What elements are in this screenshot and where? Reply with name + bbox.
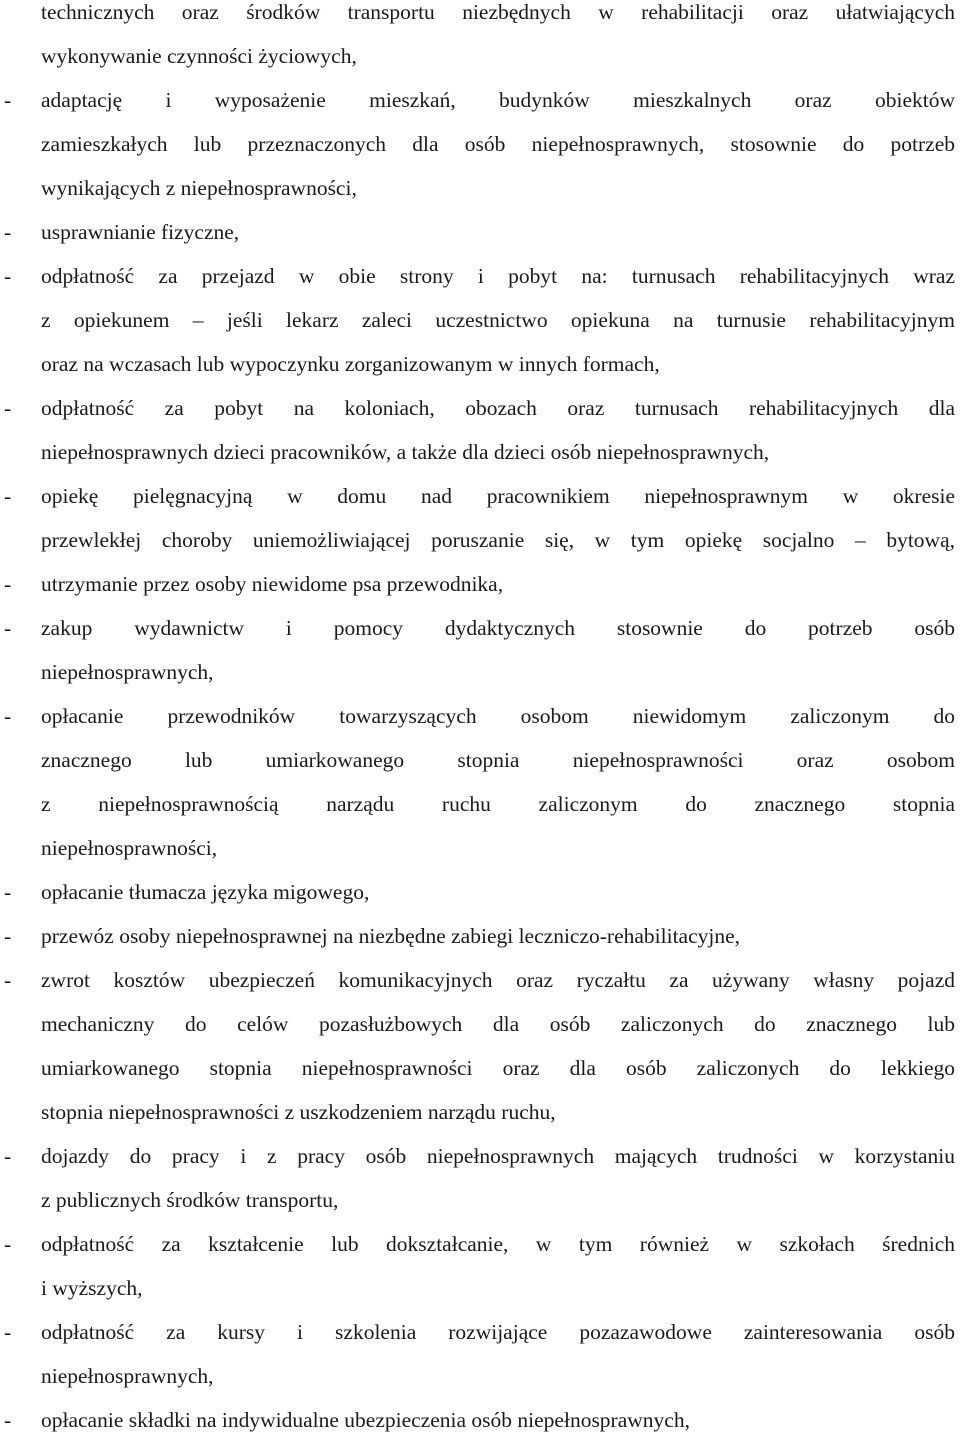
line-text: opłacanie składki na indywidualne ubezpieczenia osób niepełnosprawnych, (41, 1408, 690, 1432)
text-line (0, 342, 960, 386)
line-text: przewlekłej choroby uniemożliwiającej poruszanie się, w tym opiekę socjalno – bytową, (41, 528, 955, 552)
line-text: dojazdy do pracy i z pracy osób niepełnosprawnych mających trudności w korzystaniu (41, 1144, 955, 1168)
text-line (0, 958, 960, 1002)
text-line (0, 34, 960, 78)
list-bullet: - (4, 264, 12, 288)
text-line (0, 0, 960, 34)
list-bullet: - (4, 924, 12, 948)
line-text: adaptację i wyposażenie mieszkań, budynków mieszkalnych oraz obiektów (41, 88, 955, 112)
line-text: i wyższych, (41, 1276, 143, 1300)
line-text: przewóz osoby niepełnosprawnej na niezbędne zabiegi leczniczo-rehabilitacyjne, (41, 924, 741, 948)
list-bullet: - (4, 1144, 12, 1168)
line-text: niepełnosprawnych dzieci pracowników, a także dla dzieci osób niepełnosprawnych, (41, 440, 770, 464)
line-text: odpłatność za pobyt na koloniach, obozach oraz turnusach rehabilitacyjnych dla (41, 396, 955, 420)
line-text: z publicznych środków transportu, (41, 1188, 339, 1212)
list-bullet: - (4, 220, 12, 244)
line-text: niepełnosprawnych, (41, 660, 214, 684)
text-line (0, 738, 960, 782)
text-line (0, 870, 960, 914)
text-line (0, 1002, 960, 1046)
line-text: odpłatność za kursy i szkolenia rozwijające pozazawodowe zainteresowania osób (41, 1320, 955, 1344)
list-bullet: - (4, 880, 12, 904)
line-text: z opiekunem – jeśli lekarz zaleci uczestnictwo opiekuna na turnusie rehabilitacyjnym (41, 308, 955, 332)
text-line (0, 562, 960, 606)
line-text: opiekę pielęgnacyjną w domu nad pracownikiem niepełnosprawnym w okresie (41, 484, 955, 508)
line-text: znacznego lub umiarkowanego stopnia niepełnosprawności oraz osobom (41, 748, 955, 772)
line-text: niepełnosprawności, (41, 836, 218, 860)
line-text: odpłatność za kształcenie lub dokształcanie, w tym również w szkołach średnich (41, 1232, 955, 1256)
list-bullet: - (4, 1408, 12, 1432)
text-line (0, 254, 960, 298)
line-text: usprawnianie fizyczne, (41, 220, 240, 244)
line-text: z niepełnosprawnością narządu ruchu zaliczonym do znacznego stopnia (41, 792, 955, 816)
line-text: utrzymanie przez osoby niewidome psa przewodnika, (41, 572, 504, 596)
text-line (0, 782, 960, 826)
text-line (0, 474, 960, 518)
text-line (0, 1398, 960, 1442)
line-text: niepełnosprawnych, (41, 1364, 214, 1388)
list-bullet: - (4, 572, 12, 596)
list-bullet: - (4, 616, 12, 640)
text-line (0, 606, 960, 650)
line-text: odpłatność za przejazd w obie strony i pobyt na: turnusach rehabilitacyjnych wraz (41, 264, 955, 288)
line-text: zwrot kosztów ubezpieczeń komunikacyjnych oraz ryczałtu za używany własny pojazd (41, 968, 955, 992)
line-text: technicznych oraz środków transportu niezbędnych w rehabilitacji oraz ułatwiających (41, 0, 955, 24)
text-line (0, 1354, 960, 1398)
line-text: zakup wydawnictw i pomocy dydaktycznych stosownie do potrzeb osób (41, 616, 955, 640)
list-bullet: - (4, 968, 12, 992)
text-line (0, 1178, 960, 1222)
list-bullet: - (4, 704, 12, 728)
list-bullet: - (4, 1320, 12, 1344)
line-text: wykonywanie czynności życiowych, (41, 44, 357, 68)
text-line (0, 210, 960, 254)
line-text: opłacanie przewodników towarzyszących osobom niewidomym zaliczonym do (41, 704, 955, 728)
line-text: opłacanie tłumacza języka migowego, (41, 880, 370, 904)
list-bullet: - (4, 88, 12, 112)
text-line (0, 430, 960, 474)
line-text: wynikających z niepełnosprawności, (41, 176, 357, 200)
line-text: mechaniczny do celów pozasłużbowych dla osób zaliczonych do znacznego lub (41, 1012, 955, 1036)
text-line (0, 518, 960, 562)
line-text: stopnia niepełnosprawności z uszkodzeniem narządu ruchu, (41, 1100, 556, 1124)
text-line (0, 1134, 960, 1178)
text-line (0, 650, 960, 694)
text-line (0, 78, 960, 122)
line-text: oraz na wczasach lub wypoczynku zorganizowanym w innych formach, (41, 352, 660, 376)
text-line (0, 1310, 960, 1354)
list-bullet: - (4, 484, 12, 508)
list-bullet: - (4, 1232, 12, 1256)
text-line (0, 914, 960, 958)
list-bullet: - (4, 396, 12, 420)
text-line (0, 1046, 960, 1090)
text-line (0, 166, 960, 210)
text-line (0, 298, 960, 342)
text-line (0, 826, 960, 870)
text-line (0, 1266, 960, 1310)
text-line (0, 694, 960, 738)
text-line (0, 1090, 960, 1134)
text-line (0, 1222, 960, 1266)
line-text: umiarkowanego stopnia niepełnosprawności oraz dla osób zaliczonych do lekkiego (41, 1056, 955, 1080)
text-line (0, 122, 960, 166)
text-line (0, 386, 960, 430)
line-text: zamieszkałych lub przeznaczonych dla osób niepełnosprawnych, stosownie do potrzeb (41, 132, 955, 156)
